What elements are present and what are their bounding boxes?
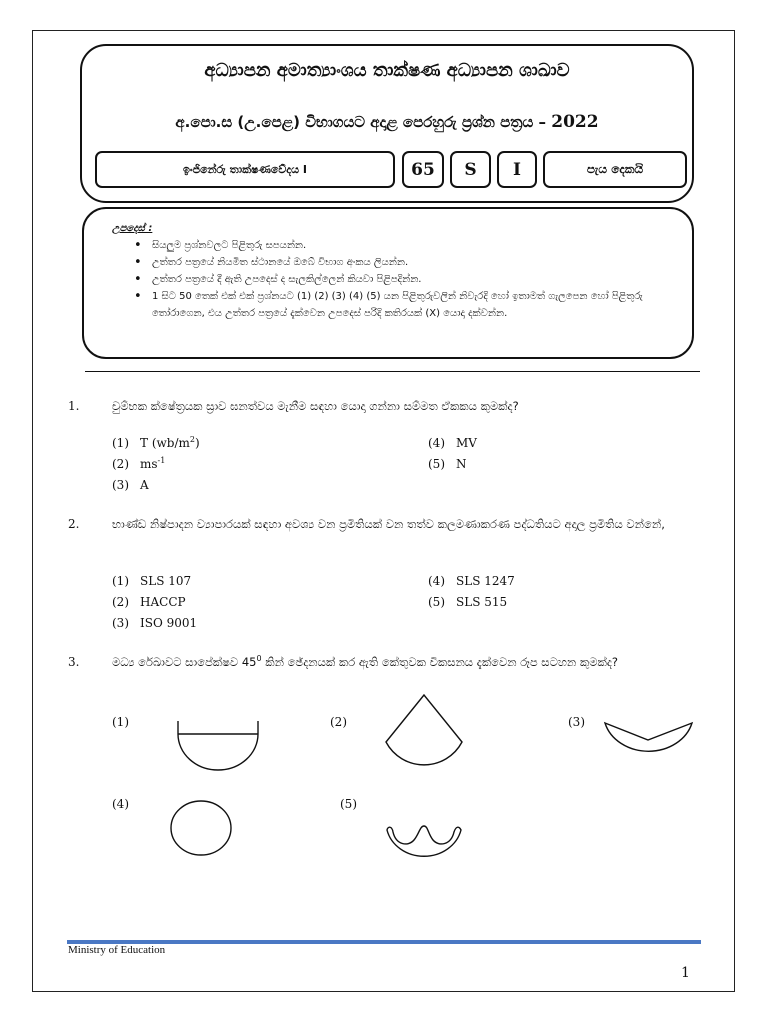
question-number: 3. <box>68 655 80 669</box>
option-2: (2) HACCP <box>112 595 186 609</box>
option-1: (1) T $(wb/m^2)$ <box>112 435 200 450</box>
figure-option-5 <box>387 826 461 856</box>
duration-box: පැය දෙකයි <box>543 151 687 188</box>
question-text: චුම්භක ක්ෂේත්‍රයක ස්‍රාව ඝනත්වය මැනීම සඳහා යොදා ගන්නා සම්මත ඒකකය කුමක්ද? <box>112 399 519 413</box>
option-2: (2) $ms^{-1}$ <box>112 456 166 471</box>
option-5-label: (5) <box>340 797 357 811</box>
instructions-title: උපදෙස් : <box>112 223 153 234</box>
option-5: (5) N <box>428 457 467 471</box>
instruction-item: • 1 සිට 50 තෙක් එක් එක් ප්‍රශ්නයට (1) (2) (3) (4) (5) යන පිළිතුරුවලින් නිවැරදි හෝ ඉතාමත් ගැලපෙන හෝ පිළිතුරු තෝරාගෙන, එය උත්තර පත්‍රයේ දැක්වෙන උපදෙස් පරිදි කතිරයක් (X) යොදා දක්වන්න. <box>132 288 680 322</box>
option-1: (1) SLS 107 <box>112 574 192 588</box>
option-4-label: (4) <box>112 797 129 811</box>
option-3: (3) ISO 9001 <box>112 616 198 630</box>
question-text: මධ්‍ය රේඛාවට සාපේක්ෂව $45^0$ කින් ඡේදනයක් කර ඇති කේතුවක විකසනය දැක්වෙන රූප සටහන කුමක්ද? <box>112 654 619 669</box>
figure-option-2 <box>386 695 462 765</box>
instruction-item: • සියලුම ප්‍රශ්නවලට පිළිතුරු සපයන්න. <box>132 237 680 254</box>
option-4: (4) MV <box>428 436 477 450</box>
instruction-item: • උත්තර පත්‍රයේ නියමිත ස්ථානයේ ඔබේ විභාග අංකය ලියන්න. <box>132 254 680 271</box>
option-3-label: (3) <box>568 715 585 729</box>
option-1-label: (1) <box>112 715 129 729</box>
figure-option-4 <box>171 801 231 855</box>
paper-title-text: අ.පො.ස (උ.පෙළ) විභාගයට අදාළ පෙරහුරු ප්‍රශ්න පත්‍රය – <box>175 113 546 131</box>
subject-code-box: 65 <box>402 151 444 188</box>
figure-option-3 <box>605 723 692 751</box>
option-3: (3) A <box>112 478 149 492</box>
figure-option-1 <box>178 721 258 770</box>
option-5: (5) SLS 515 <box>428 595 508 609</box>
department-title: අධ්‍යාපන අමාත්‍යාංශය තාක්ෂණ අධ්‍යාපන ශාඛාව <box>204 60 570 81</box>
subject-box: ඉංජිනේරු තාක්ෂණවේදය I <box>95 151 395 188</box>
option-2-label: (2) <box>330 715 347 729</box>
paper-year: 2022 <box>551 112 599 132</box>
question-number: 1. <box>68 399 80 413</box>
footer-organization: Ministry of Education <box>68 944 166 956</box>
instruction-item: • උත්තර පත්‍රයේ දී ඇති උපදෙස් ද සැලකිල්ලෙන් කියවා පිළිපදින්න. <box>132 271 680 288</box>
option-4: (4) SLS 1247 <box>428 574 515 588</box>
question-text: භාණ්ඩ නිෂ්පාදන ව්‍යාපාරයක් සඳහා අවශ්‍ය වන ප්‍රමිතියක් වන තත්ව කලමණාකරණ පද්ධතියට අදාල ප්‍රමිතිය වන්නේ, <box>112 517 665 531</box>
paper-number-box: I <box>497 151 537 188</box>
page-number: 1 <box>681 965 690 981</box>
question-number: 2. <box>68 517 80 531</box>
stream-box: S <box>450 151 491 188</box>
